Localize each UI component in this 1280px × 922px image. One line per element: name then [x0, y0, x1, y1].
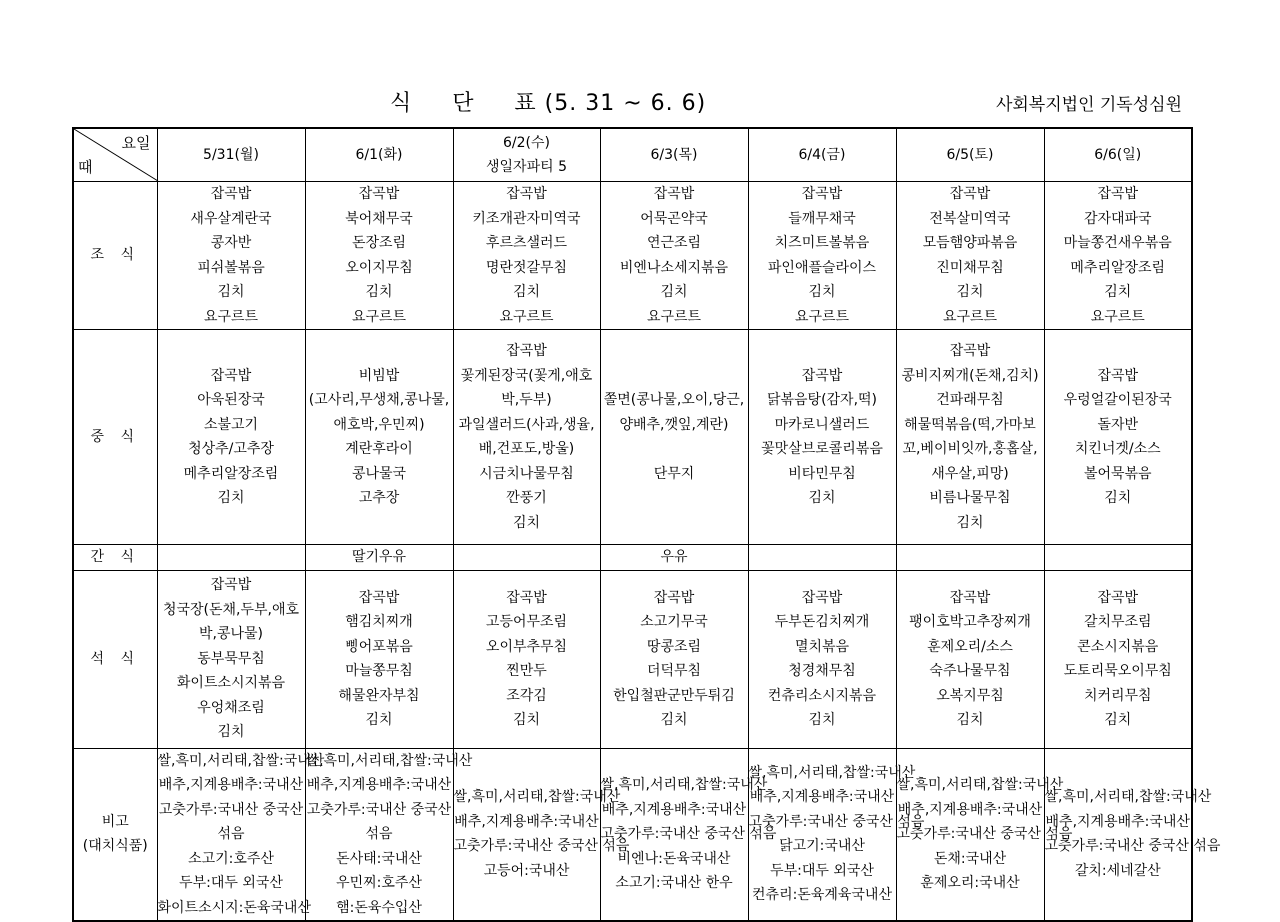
menu-item: 소불고기 — [203, 416, 259, 433]
menu-item: 후르츠샐러드 — [485, 235, 568, 251]
birthday-party-note: 생일자파티 5 — [486, 159, 567, 175]
menu-item: 잡곡밥 — [949, 343, 991, 359]
menu-item: 계란후라이 — [345, 441, 413, 457]
menu-item: 오이지무침 — [345, 259, 413, 276]
menu-item: 김치 — [956, 712, 984, 728]
origin-note-cell — [157, 748, 325, 921]
snack-cell — [1044, 545, 1192, 571]
notes-row — [73, 748, 1192, 921]
origin-note-line: 고등어:국내산 — [483, 862, 570, 879]
day-header-2: 6/2(수) 생일자파티 5 — [453, 128, 600, 182]
day-axis-label: 요일 — [121, 134, 151, 152]
day-header-3: 6/3(목) — [600, 128, 748, 182]
menu-item: 키조개관자미역국 — [472, 210, 581, 227]
origin-note-line: 비엔나:돈육국내산 — [617, 850, 731, 867]
origin-note-line: 햄:돈육수입산 — [336, 899, 422, 916]
menu-item: 잡곡밥 — [801, 367, 843, 384]
menu-item: 진미채무침 — [936, 259, 1004, 276]
snack-cell — [748, 545, 896, 571]
menu-item: 꽃맛살브로콜리볶음 — [761, 441, 883, 457]
breakfast-cell — [1044, 182, 1192, 330]
menu-item: 비빔밥 — [358, 367, 400, 384]
menu-item: 메추리알장조림 — [1070, 259, 1166, 276]
lunch-row — [73, 330, 1192, 545]
menu-item: 김치 — [365, 284, 393, 300]
dinner-cell — [1044, 570, 1192, 748]
menu-item: 비타민무침 — [788, 465, 856, 482]
menu-item — [601, 437, 748, 462]
menu-item: 명란젓갈무침 — [485, 259, 568, 276]
menu-item: 요구르트 — [203, 308, 259, 325]
menu-item: 요구르트 — [942, 308, 998, 325]
menu-item: 요구르트 — [499, 308, 554, 325]
meal-plan-table — [72, 127, 1221, 922]
menu-item: 김치 — [217, 724, 245, 741]
menu-item: 콘소시지볶음 — [1077, 638, 1159, 655]
menu-item: 김치 — [660, 712, 688, 728]
origin-note-cell — [1044, 748, 1221, 921]
menu-item: 김치 — [1104, 712, 1132, 728]
menu-item: 김치 — [512, 284, 541, 300]
menu-item: 김치 — [512, 514, 541, 531]
menu-item: 김치 — [808, 490, 836, 506]
menu-item: 모듬햄양파볶음 — [922, 235, 1018, 251]
origin-note-cell — [453, 748, 630, 921]
origin-note-line: 고춧가루:국내산 중국산 섞음 — [748, 813, 925, 830]
menu-item: 팽이호박고추장찌개 — [909, 614, 1031, 630]
origin-note-line: 갈치:세네갈산 — [1074, 862, 1161, 879]
origin-note-cell — [600, 748, 777, 921]
menu-item: 잡곡밥 — [653, 589, 695, 606]
lunch-cell — [1044, 330, 1192, 545]
menu-item: 비엔나소세지볶음 — [619, 259, 729, 276]
origin-note-line: 쌀,흑미,서리태,찹쌀:국내산 — [453, 789, 621, 806]
menu-item: 김치 — [808, 712, 836, 728]
origin-note-line: 배추,지계용배추:국내산 — [306, 777, 452, 793]
day-header-6: 6/6(일) — [1044, 128, 1192, 182]
page-title: 식 단 표 (5. 31 ~ 6. 6) — [390, 91, 707, 116]
origin-note-line: 배추,지계용배추:국내산 — [601, 801, 747, 818]
origin-note-line: 쌀,흑미,서리태,찹쌀:국내산 — [748, 764, 916, 781]
menu-item: 잡곡밥 — [210, 367, 252, 384]
origin-note-line: 배추,지계용배추:국내산 — [749, 789, 895, 806]
menu-item: 감자대파국 — [1083, 210, 1152, 227]
menu-item: 김치 — [365, 712, 393, 728]
lunch-cell — [305, 330, 453, 545]
menu-item: 소고기무국 — [640, 614, 708, 630]
menu-item: 김치 — [660, 284, 688, 300]
origin-note-line: 소고기:국내산 한우 — [615, 875, 733, 891]
organization-name: 사회복지법인 기독성심원 — [995, 95, 1182, 115]
menu-item: 갈치무조림 — [1083, 614, 1152, 630]
origin-note-line: 배추,지계용배추:국내산 — [897, 801, 1043, 818]
origin-note-line: 고춧가루:국내산 중국산 섞음 — [600, 826, 777, 842]
menu-item: 새우살계란국 — [190, 210, 272, 227]
lunch-cell — [157, 330, 305, 545]
menu-item: 김치 — [956, 284, 984, 300]
origin-note-line: 소고기:호주산 — [188, 850, 274, 867]
snack-cell: 딸기우유 — [305, 545, 453, 571]
origin-note-line: 고춧가루:국내산 중국산 섞음 — [453, 838, 630, 855]
menu-item: 컨츄리소시지볶음 — [767, 687, 877, 704]
origin-note-line: 닭고기:국내산 — [779, 838, 865, 855]
menu-item: 요구르트 — [1090, 308, 1145, 325]
snack-cell — [157, 545, 305, 571]
origin-note-line: 쌀,흑미,서리태,찹쌀:국내산 — [1044, 789, 1212, 806]
origin-note-line: 배추,지계용배추:국내산 — [454, 813, 599, 830]
menu-item: 김치 — [1104, 284, 1132, 300]
menu-item: 잡곡밥 — [653, 186, 695, 202]
menu-item: 잡곡밥 — [801, 186, 843, 202]
menu-item: 잡곡밥 — [506, 186, 547, 202]
menu-item: 화이트소시지볶음 — [176, 675, 286, 692]
menu-item: 삥어포볶음 — [345, 638, 413, 655]
dinner-cell — [748, 570, 896, 748]
menu-item: 멸치볶음 — [794, 638, 850, 655]
dinner-cell — [600, 570, 748, 748]
menu-item: 오이부추무침 — [485, 638, 568, 655]
origin-note-line: 쌀,흑미,서리태,찹쌀:국내산 — [305, 752, 473, 769]
menu-item: 연근조림 — [646, 235, 702, 251]
menu-item: 콩비지찌개(돈채,김치) — [901, 367, 1039, 384]
lunch-cell — [896, 330, 1044, 545]
header-row — [73, 128, 1192, 182]
menu-item: 깐풍기 — [506, 490, 547, 506]
menu-item: 마늘쫑무침 — [345, 663, 413, 679]
menu-item: 비름나물무침 — [929, 490, 1011, 506]
menu-item: 마카로니샐러드 — [774, 416, 870, 433]
menu-item: 우엉채조림 — [197, 699, 265, 716]
lunch-label: 중 식 — [73, 330, 157, 545]
origin-note-line: 두부:대두 외국산 — [179, 875, 283, 891]
menu-item: 땅콩조림 — [646, 638, 702, 655]
menu-item: 김치 — [217, 490, 245, 506]
breakfast-cell — [748, 182, 896, 330]
menu-item: 김치 — [1104, 490, 1132, 506]
menu-item: 한입철판군만두튀김 — [613, 687, 735, 704]
menu-item: 훈제오리/소스 — [927, 638, 1013, 655]
menu-item: 볼어묵볶음 — [1083, 465, 1152, 482]
breakfast-label: 조 식 — [73, 182, 157, 330]
breakfast-cell — [600, 182, 748, 330]
menu-item: 잡곡밥 — [210, 186, 252, 202]
origin-note-line: 섞음 — [217, 826, 245, 842]
origin-note-line: 쌀,흑미,서리태,찹쌀:국내산 — [157, 752, 325, 769]
menu-item: 잡곡밥 — [358, 186, 400, 202]
origin-note-line: 고춧가루:국내산 중국산 — [158, 801, 304, 818]
origin-note-line: 쌀,흑미,서리태,찹쌀:국내산 — [896, 777, 1064, 793]
snack-cell: 우유 — [600, 545, 748, 571]
menu-item: 치즈미트볼볶음 — [774, 235, 870, 251]
menu-item: 잡곡밥 — [506, 589, 547, 606]
snack-row — [73, 545, 1192, 571]
menu-item: 아욱된장국 — [197, 392, 265, 408]
menu-item: 고추장 — [358, 490, 400, 506]
menu-item: 북어채무국 — [345, 210, 413, 227]
origin-note-line: 화이트소시지:돈육국내산 — [157, 899, 311, 916]
menu-item: 잡곡밥 — [358, 589, 400, 606]
menu-item: 김치 — [956, 514, 984, 531]
menu-item: 잡곡밥 — [1097, 589, 1139, 606]
menu-item: 김치 — [217, 284, 245, 300]
menu-item: 잡곡밥 — [506, 343, 547, 359]
menu-item: 어묵곤약국 — [640, 210, 708, 227]
menu-item: 오복지무침 — [936, 687, 1004, 704]
menu-item: 숙주나물무침 — [929, 663, 1011, 679]
menu-item: 시금치나물무침 — [479, 465, 574, 482]
dinner-cell — [896, 570, 1044, 748]
origin-note-line: 두부:대두 외국산 — [770, 862, 874, 879]
menu-item: 청상추/고추장 — [188, 441, 274, 457]
menu-item: 돌자반 — [1097, 416, 1139, 433]
menu-item: 치킨너겟/소스 — [1074, 441, 1161, 457]
dinner-cell — [305, 570, 453, 748]
menu-item: 꽃게된장국(꽃게,애호박,두부) — [460, 367, 593, 408]
notes-label: 비고 (대치식품) — [73, 748, 157, 921]
origin-note-line: 배추,지계용배추:국내산 — [158, 777, 304, 793]
menu-item: 잡곡밥 — [1097, 186, 1139, 202]
dinner-label: 석 식 — [73, 570, 157, 748]
breakfast-cell — [896, 182, 1044, 330]
menu-item: 닭볶음탕(감자,떡) — [766, 392, 878, 408]
menu-item: 김치 — [808, 284, 836, 300]
menu-item: 쫄면(콩나물,오이,당근,양배추,깻잎,계란) — [603, 392, 745, 433]
origin-note-cell — [305, 748, 473, 921]
menu-item: 마늘쫑건새우볶음 — [1063, 235, 1172, 251]
menu-item: 조각김 — [506, 687, 547, 704]
lunch-cell — [748, 330, 896, 545]
menu-item: 돈장조림 — [351, 235, 407, 251]
lunch-cell — [600, 330, 748, 545]
day-header-1: 6/1(화) — [305, 128, 453, 182]
origin-note-line: 돈채:국내산 — [933, 850, 1007, 867]
breakfast-row — [73, 182, 1192, 330]
menu-item: 잡곡밥 — [801, 589, 843, 606]
day-header-0: 5/31(월) — [157, 128, 305, 182]
menu-item: 청국장(돈채,두부,애호박,콩나물) — [162, 601, 300, 643]
menu-item: 해물떡볶음(떡,가마보꼬,베이비잇까,홍홉살,새우살,피망) — [902, 416, 1038, 482]
dinner-cell — [157, 570, 305, 748]
origin-note-line: 훈제오리:국내산 — [920, 875, 1020, 891]
menu-item: 도토리묵오이무침 — [1063, 663, 1172, 679]
menu-item: 청경채무침 — [788, 663, 856, 679]
origin-note-line: 컨츄리:돈육계육국내산 — [752, 887, 892, 904]
origin-note-line: 돈사태:국내산 — [336, 850, 422, 867]
menu-item: 치커리무침 — [1083, 687, 1152, 704]
menu-item: 잡곡밥 — [1097, 367, 1139, 384]
menu-item: 요구르트 — [646, 308, 702, 325]
menu-item: 찐만두 — [506, 663, 547, 679]
breakfast-cell — [453, 182, 600, 330]
menu-item: 요구르트 — [351, 308, 407, 325]
menu-item: 잡곡밥 — [210, 577, 252, 594]
menu-item: 해물완자부침 — [338, 687, 420, 704]
menu-item: 들깨무채국 — [788, 210, 856, 227]
menu-item: 전복살미역국 — [929, 210, 1011, 227]
snack-label: 간 식 — [73, 545, 157, 571]
menu-item: 김치 — [512, 712, 541, 728]
menu-item: 콩자반 — [210, 235, 252, 251]
lunch-cell — [453, 330, 600, 545]
menu-item: 파인애플슬라이스 — [767, 259, 877, 276]
menu-item: 잡곡밥 — [949, 589, 991, 606]
origin-note-cell — [896, 748, 1073, 921]
snack-cell — [453, 545, 600, 571]
breakfast-cell — [157, 182, 305, 330]
menu-item: 메추리알장조림 — [183, 465, 279, 482]
day-header-5: 6/5(토) — [896, 128, 1044, 182]
menu-item: 건파래무침 — [936, 392, 1004, 408]
breakfast-cell — [305, 182, 453, 330]
origin-note-line: 우민찌:호주산 — [336, 875, 422, 891]
menu-item: 햄김치찌개 — [345, 614, 413, 630]
day-header-4: 6/4(금) — [748, 128, 896, 182]
menu-item: 요구르트 — [794, 308, 850, 325]
origin-note-line: 고춧가루:국내산 중국산 섞음 — [1044, 838, 1221, 855]
menu-item: 과일샐러드(사과,생율,배,건포도,방울) — [458, 416, 595, 457]
snack-cell — [896, 545, 1044, 571]
dinner-cell — [453, 570, 600, 748]
menu-item: 우렁얼갈이된장국 — [1063, 392, 1172, 408]
menu-item: 단무지 — [653, 465, 695, 482]
menu-item: 잡곡밥 — [949, 186, 991, 202]
menu-item: 콩나물국 — [351, 465, 407, 482]
corner-cell — [73, 128, 157, 182]
origin-note-line: 배추,지계용배추:국내산 — [1045, 813, 1190, 830]
origin-note-line: 섞음 — [365, 826, 393, 842]
menu-item: 피쉬볼볶음 — [197, 259, 265, 276]
dinner-row — [73, 570, 1192, 748]
origin-note-line: 고춧가루:국내산 중국산 — [306, 801, 452, 818]
meal-axis-label: 때 — [78, 157, 93, 176]
menu-item: 더덕무침 — [646, 663, 702, 679]
menu-item: 동부묵무침 — [197, 650, 265, 667]
origin-note-line: 고춧가루:국내산 중국산 섞음 — [896, 826, 1073, 842]
menu-item: 두부돈김치찌개 — [774, 614, 870, 630]
origin-note-line: 쌀,흑미,서리태,찹쌀:국내산 — [600, 777, 768, 793]
menu-item: 고등어무조림 — [485, 614, 568, 630]
menu-item: (고사리,무생채,콩나물,애호박,우민찌) — [308, 392, 450, 433]
